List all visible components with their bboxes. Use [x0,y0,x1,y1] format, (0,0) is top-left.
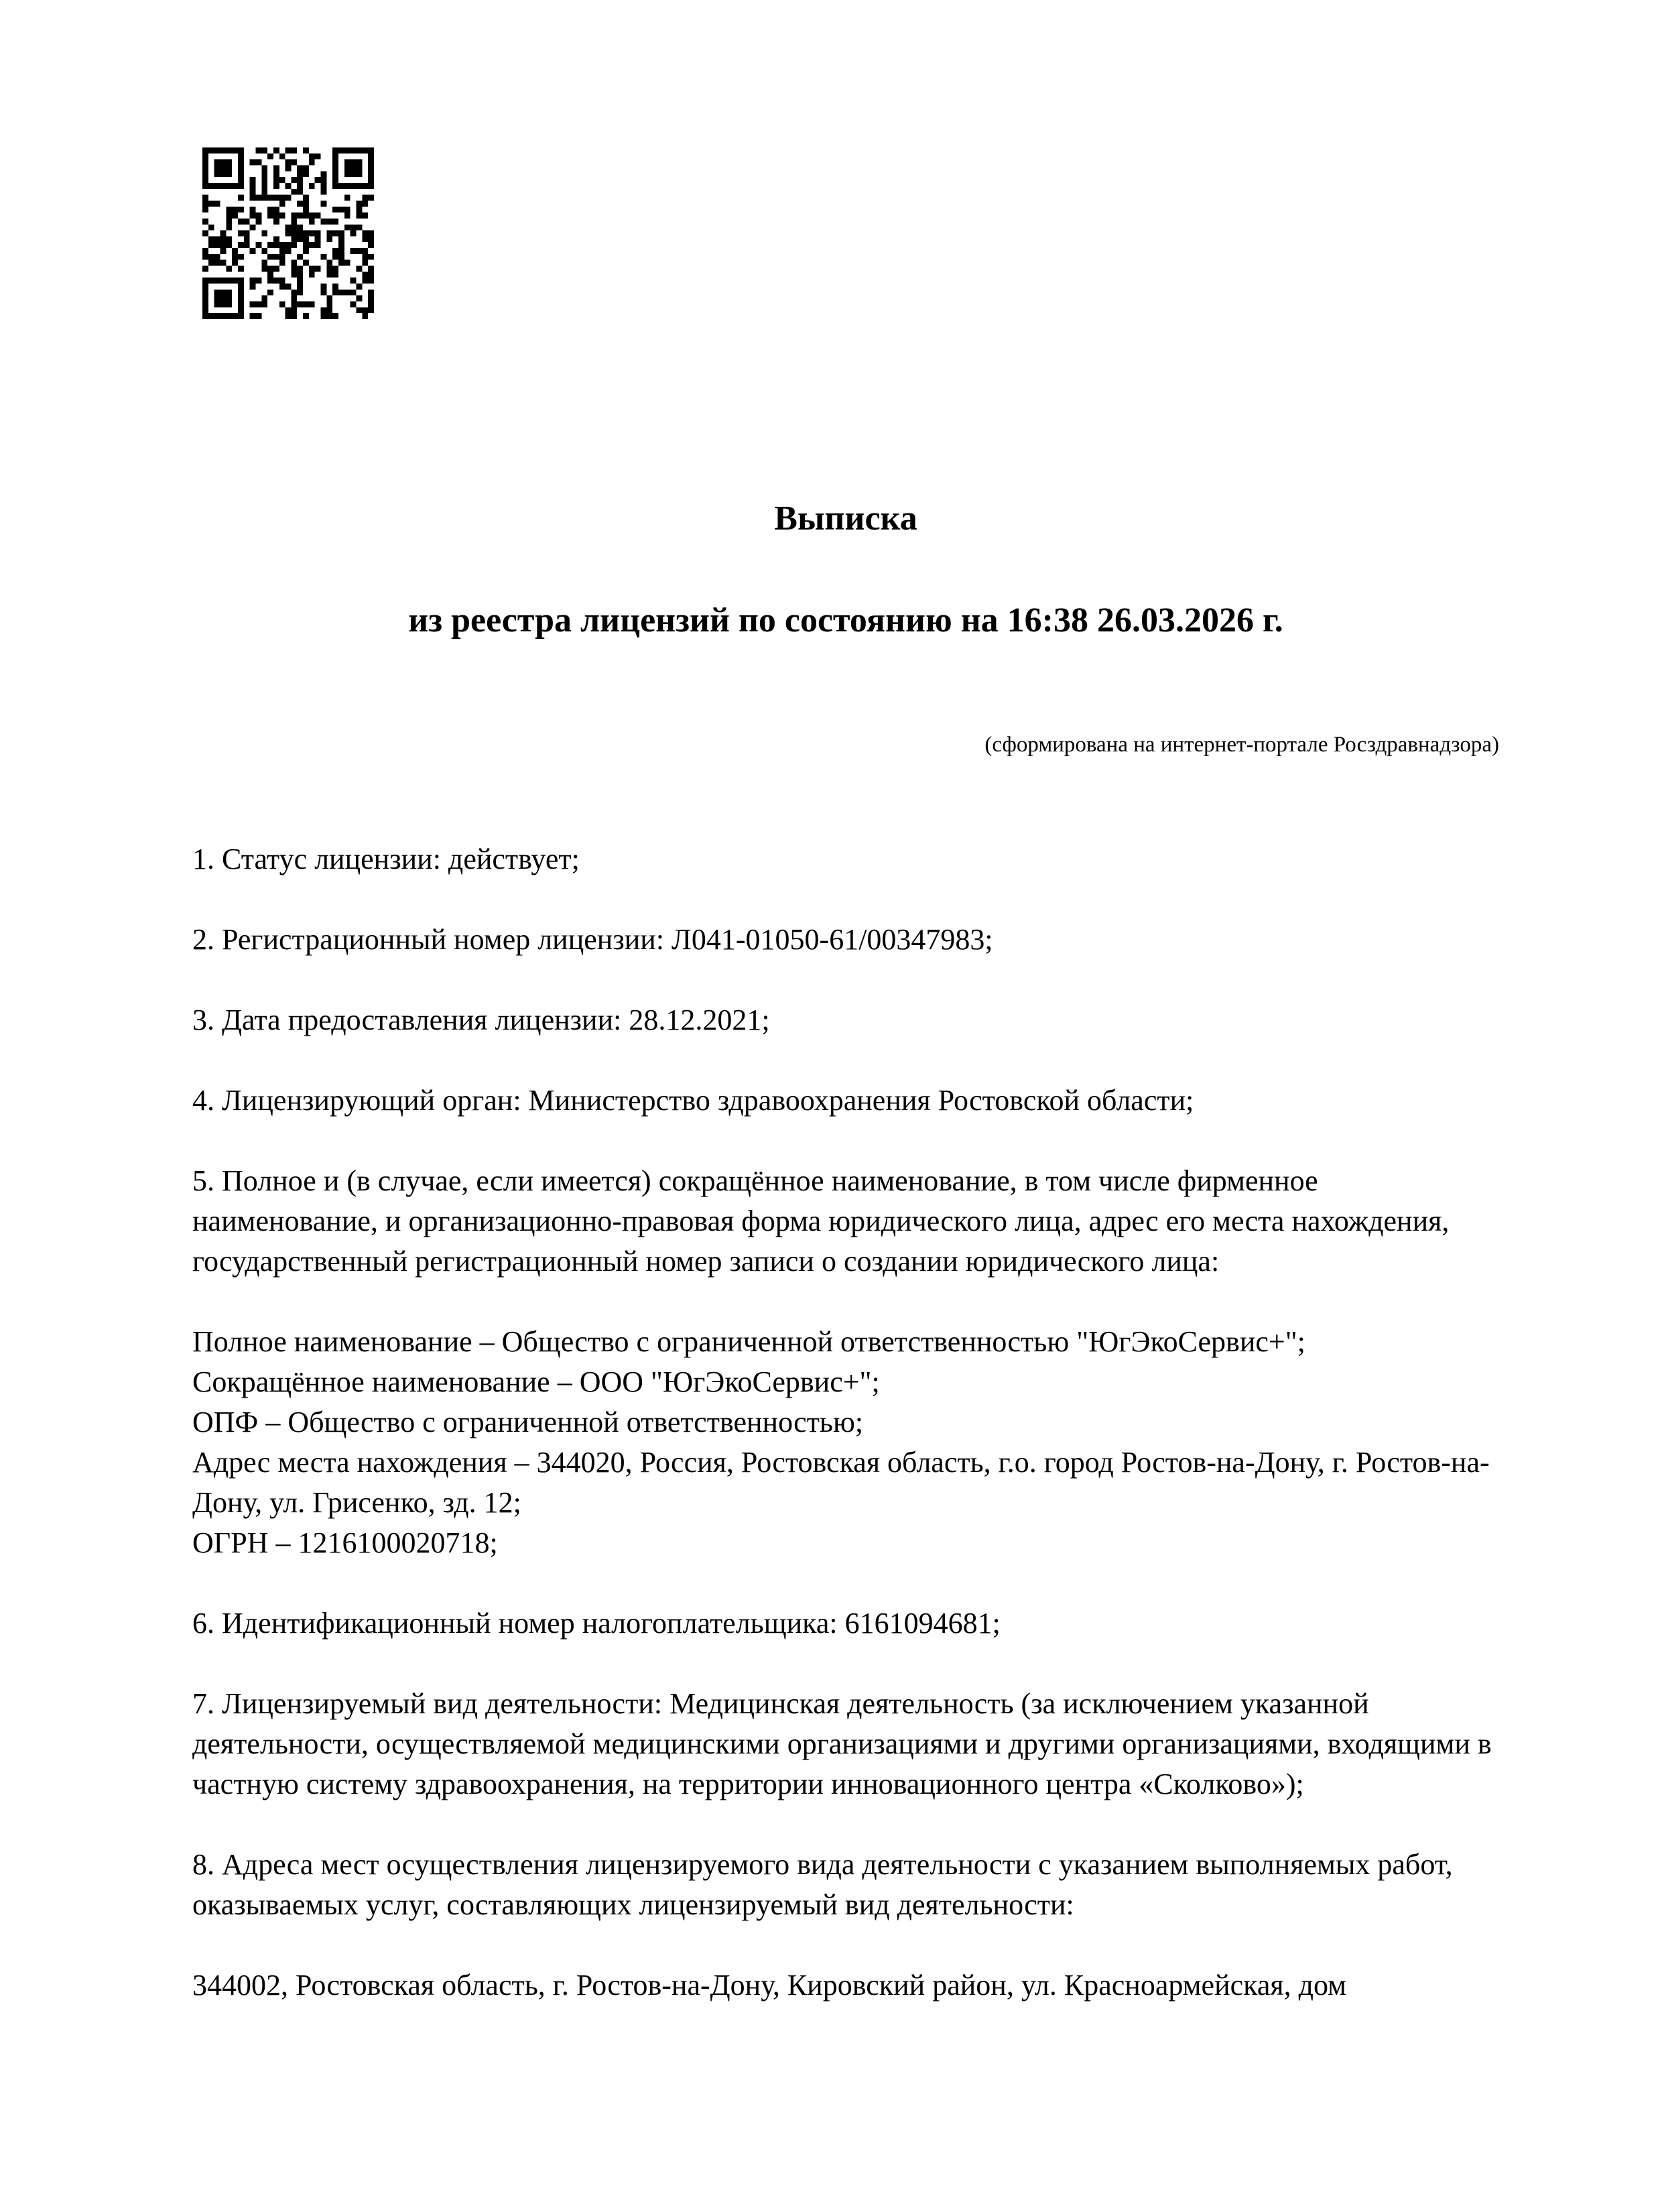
paragraph-line: 344002, Ростовская область, г. Ростов-на-Дону, Кировский район, ул. Красноармейская, дом [192,1969,1347,2002]
paragraph [192,839,1499,879]
paragraph-line: ОПФ – Общество с ограниченной ответственностью; [192,1406,864,1438]
document-title-line1: Выписка [774,499,917,538]
paragraph-line: Сокращённое наименование – ООО "ЮгЭкоСервис+"; [192,1365,880,1398]
paragraph [192,1845,1499,1925]
paragraph-line: ОГРН – 1216100020718; [192,1526,498,1559]
paragraph [192,1965,1499,2006]
paragraph-line: 6. Идентификационный номер налогоплательщика: 6161094681; [192,1607,1001,1640]
document-content [192,0,1499,2046]
paragraph [192,1322,1499,1563]
paragraph [192,1000,1499,1040]
paragraph-line: 8. Адреса мест осуществления лицензируемого вида деятельности с указанием выполняемых работ, оказываемых услуг, составляющих лицензируемый вид деятельности: [192,1848,1453,1921]
paragraph [192,1603,1499,1644]
document-title [192,442,1499,697]
document-subtitle: (сформирована на интернет-портале Росздравнадзора) [984,733,1499,757]
paragraph-line: 7. Лицензируемый вид деятельности: Медицинская деятельность (за исключением указанной деятельности, осуществляемой медицинскими организациями и другими организациями, входящими в частную систему здравоохранения, на территории инновационного центра «Сколково»); [192,1687,1492,1800]
paragraph [192,1161,1499,1282]
paragraph-line: Полное наименование – Общество с ограниченной ответственностью "ЮгЭкоСервис+"; [192,1325,1305,1358]
paragraph-line: 3. Дата предоставления лицензии: 28.12.2021; [192,1003,770,1036]
paragraph-line: Адрес места нахождения – 344020, Россия, Ростовская область, г.о. город Ростов-на-Дону, г. Ростов-на-Дону, ул. Грисенко, зд. 12; [192,1446,1490,1519]
paragraph-line: 4. Лицензирующий орган: Министерство здравоохранения Ростовской области; [192,1084,1194,1117]
paragraph [192,920,1499,960]
paragraph [192,1081,1499,1121]
paragraph-line: 1. Статус лицензии: действует; [192,843,580,875]
document-title-line2: из реестра лицензий по состоянию на 16:38 26.03.2026 г. [408,601,1283,639]
document-body [192,839,1499,2006]
paragraph-line: 2. Регистрационный номер лицензии: Л041-01050-61/00347983; [192,923,993,956]
paragraph-line: 5. Полное и (в случае, если имеется) сокращённое наименование, в том числе фирменное наименование, и организационно-правовая форма юридического лица, адрес его места нахождения, государственный регистрационный номер записи о создании юридического лица: [192,1164,1450,1278]
paragraph [192,1684,1499,1804]
